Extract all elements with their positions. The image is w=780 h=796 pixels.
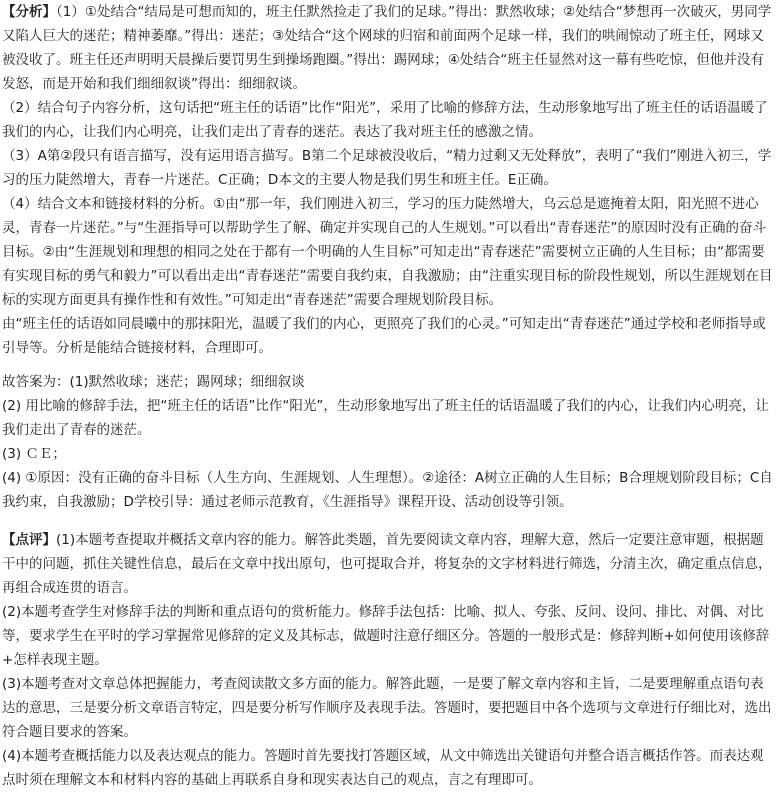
comment-paragraph-1 bbox=[0, 528, 780, 600]
comment-paragraph-3: (3)本题考查对文章总体把握能力，考查阅读散文多方面的能力。解答此题，一是要了解文章内容和主旨，二是要理解重点语句表达的意思，三是要分析文章语言特定，四是要分析写作顺序及表现手法。答题时，要把题目中各个选项与文章进行仔细比对，选出符合题目要求的答案。 bbox=[2, 676, 772, 740]
analysis-paragraph-5: 由“班主任的话语如同晨曦中的那抹阳光，温暖了我们的内心，更照亮了我们的心灵。”可知走出“青春迷茫”通过学校和老师指导或引导等。分析是能结合链接材料，合理即可。 bbox=[2, 316, 766, 356]
answer-line-1: 故答案为：(1)默然收球；迷茫；踢网球；细细叙谈 bbox=[2, 374, 305, 390]
spacer bbox=[0, 360, 780, 370]
spacer bbox=[0, 514, 780, 528]
analysis-tag: 【分析】 bbox=[2, 4, 56, 20]
comment-paragraph-4: (4)本题考查概括能力以及表达观点的能力。答题时首先要找打答题区域，从文中筛选出关键语句并整合语言概括作答。而表达观点时须在理解文本和材料内容的基础上再联系自身和现实表达自己的观点，言之有理即可。 bbox=[2, 748, 764, 788]
comment-text-1: (1)本题考查提取并概括文章内容的能力。解答此类题，首先要阅读文章内容，理解大意，然后一定要注意审题，根据题干中的问题，抓住关键性信息，最后在文章中找出原句，也可提取合并，将复杂的文字材料进行筛选，分清主次，确定重点信息，再组合成连贯的语言。 bbox=[2, 532, 772, 596]
answer-line-2: (2) 用比喻的修辞手法，把“班主任的话语”比作“阳光”，生动形象地写出了班主任的话语温暖了我们的内心，让我们内心明亮，让我们走出了青春的迷茫。 bbox=[2, 398, 769, 438]
analysis-paragraph-1 bbox=[0, 0, 780, 96]
analysis-paragraph-4: （4）结合文本和链接材料的分析。①由“那一年，我们刚进入初三，学习的压力陡然增大，乌云总是遮掩着太阳，阳光照不进心灵，青春一片迷茫。”与“生涯指导可以帮助学生了解、确定并实现自己的人生规划。”可以看出“青春迷茫”的原因时没有正确的奋斗目标。②由“生涯规划和理想的相同之处在于都有一个明确的人生目标”可知走出“青春迷茫”需要树立正确的人生目标；由“都需要有实现目标的勇气和毅力”可以看出走出“青春迷茫”需要自我约束，自我激励；由“注重实现目标的阶段性规划，所以生涯规划在目标的实现方面更具有操作性和有效性。”可知走出“青春迷茫”需要合理规划阶段目标。 bbox=[2, 196, 773, 308]
comment-paragraph-2: (2)本题考查学生对修辞手法的判断和重点语句的赏析能力。修辞手法包括：比喻、拟人、夸张、反问、设问、排比、对偶、对比等，要求学生在平时的学习掌握常见修辞的定义及其标志，做题时注意仔细区分。答题的一般形式是：修辞判断+如何使用该修辞+怎样表现主题。 bbox=[2, 604, 770, 668]
answer-line-3: (3) ＣＥ； bbox=[2, 446, 66, 462]
analysis-paragraph-2: （2）结合句子内容分析，这句话把“班主任的话语”比作“阳光”，采用了比喻的修辞方法，生动形象地写出了班主任的话语温暖了我们的内心，让我们内心明亮，让我们走出了青春的迷茫。表达了我对班主任的感激之情。 bbox=[2, 100, 768, 140]
analysis-text-1: （1）①处结合“结局是可想而知的，班主任默然捡走了我们的足球。”得出：默然收球；②处结合“梦想再一次破灭，男同学又陷人巨大的迷茫；精神萎靡。”得出：迷茫；③处结合“这个网球的归宿和前面两个足球一样，我们的哄闹惊动了班主任，网球又被没收了。班主任还声明明天晨操后要罚男生到操场跑圈。”得出：踢网球；④处结合“班主任显然对这一幕有些吃惊，但他并没有发怒，而是开始和我们细细叙谈”得出：细细叙谈。 bbox=[2, 4, 772, 92]
answer-line-4: (4) ①原因：没有正确的奋斗目标（人生方向、生涯规划、人生理想）。②途径：A树立正确的人生目标；B合理规划阶段目标；C自我约束，自我激励；D学校引导：通过老师示范教育，《生涯指导》课程开设、活动创设等引领。 bbox=[2, 470, 773, 510]
analysis-paragraph-3: （3）A第②段只有语言描写，没有运用语言描写。B第二个足球被没收后，“精力过剩又无处释放”，表明了“我们”刚进入初三，学习的压力陡然增大，青春一片迷茫。C正确；D本文的主要人物是我们男生和班主任。E正确。 bbox=[2, 148, 772, 188]
comment-tag: 【点评】 bbox=[2, 532, 56, 548]
